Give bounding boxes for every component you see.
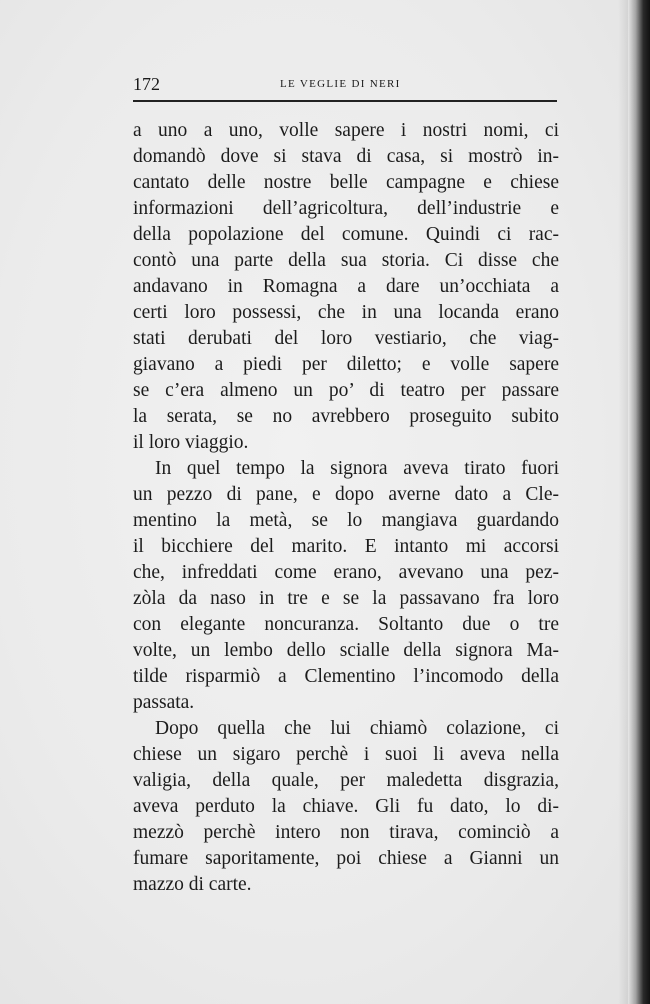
text-line: volte, un lembo dello scialle della signora Ma- [133,640,559,661]
text-line: mezzò perchè intero non tirava, cominciò a [133,822,559,843]
text-line: un pezzo di pane, e dopo averne dato a Cle- [133,484,559,505]
text-line: con elegante noncuranza. Soltanto due o tre [133,614,559,635]
text-line: se c’era almeno un po’ di teatro per passare [133,380,559,401]
running-title: LE VEGLIE DI NERI [280,78,401,90]
text-line: informazioni dell’agricoltura, dell’industrie e [133,198,559,219]
text-line: In quel tempo la signora aveva tirato fuori [155,458,559,479]
text-line: aveva perduto la chiave. Gli fu dato, lo di- [133,796,559,817]
text-line: mazzo di carte. [133,874,252,895]
text-line: chiese un sigaro perchè i suoi li aveva nella [133,744,559,765]
page-number: 172 [133,74,160,94]
binding-shadow [628,0,650,1004]
text-line: la serata, se no avrebbero proseguito subito [133,406,559,427]
text-line: il bicchiere del marito. E intanto mi accorsi [133,536,559,557]
text-line: fumare saporitamente, poi chiese a Gianni un [133,848,559,869]
body-text [133,118,559,898]
page-header [133,74,557,96]
text-line: valigia, della quale, per maledetta disgrazia, [133,770,559,791]
header-rule [133,100,557,102]
text-line: il loro viaggio. [133,432,249,453]
text-line: tilde risparmiò a Clementino l’incomodo della [133,666,559,687]
text-line: andavano in Romagna a dare un’occhiata a [133,276,559,297]
text-line: giavano a piedi per diletto; e volle sapere [133,354,559,375]
text-line: che, infreddati come erano, avevano una pez- [133,562,559,583]
text-line: della popolazione del comune. Quindi ci rac- [133,224,559,245]
text-line: certi loro possessi, che in una locanda erano [133,302,559,323]
text-line: Dopo quella che lui chiamò colazione, ci [155,718,559,739]
text-line: zòla da naso in tre e se la passavano fra loro [133,588,559,609]
text-line: a uno a uno, volle sapere i nostri nomi, ci [133,120,559,141]
text-line: cantato delle nostre belle campagne e chiese [133,172,559,193]
text-line: contò una parte della sua storia. Ci disse che [133,250,559,271]
text-line: domandò dove si stava di casa, si mostrò in- [133,146,559,167]
page-edge-gradient [618,0,628,1004]
text-line: passata. [133,692,195,713]
text-line: mentino la metà, se lo mangiava guardando [133,510,559,531]
text-line: stati derubati del loro vestiario, che viag- [133,328,559,349]
